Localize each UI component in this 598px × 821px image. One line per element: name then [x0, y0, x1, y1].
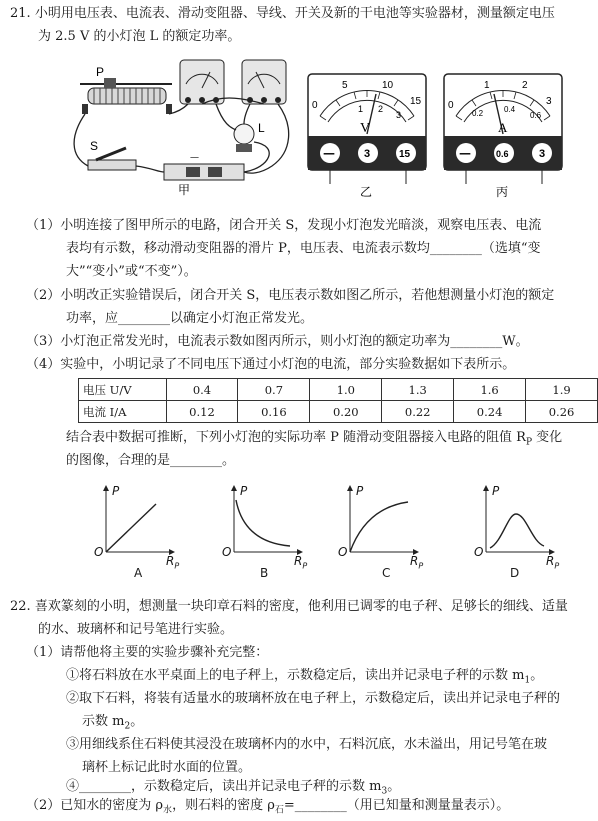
q21-p2-line1: （2）小明改正实验错误后，闭合开关 S，电压表示数如图乙所示，若他想测量小灯泡的额定 [26, 288, 555, 303]
label-a: A [498, 120, 508, 135]
label-v: V [360, 121, 371, 136]
q22-step4: ④________，示数稳定后，读出并记录电子秤的示数 $m_3$。 [66, 779, 401, 797]
svg-text:—: — [459, 146, 471, 160]
q22-step3-line1: ③用细线系住石料使其浸没在玻璃杯内的水中，石料沉底，水未溢出，用记号笔在玻 [66, 737, 548, 752]
voltmeter-box-icon [242, 60, 286, 104]
svg-text:3: 3 [546, 96, 552, 107]
q22-number: 22. [10, 599, 31, 614]
q21-p1-line3: 大”“变小”或“不变”）。 [66, 264, 197, 279]
svg-text:0.2: 0.2 [472, 109, 484, 118]
svg-text:2: 2 [522, 80, 528, 91]
data-table [78, 378, 598, 423]
svg-text:3: 3 [539, 148, 546, 160]
bulb-icon [234, 124, 254, 152]
label-yi: 乙 [360, 185, 373, 199]
q21-number: 21. [10, 6, 31, 21]
svg-text:1: 1 [358, 104, 364, 114]
svg-text:—: — [190, 153, 199, 163]
svg-text:—: — [323, 146, 335, 160]
q21-intro-line2: 为 2.5 V 的小灯泡 L 的额定功率。 [38, 29, 241, 44]
circuit-diagram [60, 56, 300, 196]
svg-text:0.4: 0.4 [504, 105, 516, 114]
q22-step2-line1: ②取下石料，将装有适量水的玻璃杯放在电子秤上，示数稳定后，读出并记录电子秤的 [66, 691, 561, 706]
q22-step3-line2: 璃杯上标记此时水面的位置。 [82, 760, 252, 775]
svg-text:10: 10 [382, 80, 394, 91]
q21-p1-line1: （1）小明连接了图甲所示的电路，闭合开关 S，发现小灯泡发光暗淡，观察电压表、电流 [26, 218, 542, 233]
rheostat-icon [80, 78, 172, 114]
table-row: 电流 I/A 0.12 0.16 0.20 0.22 0.24 0.26 [79, 401, 598, 423]
label-jia: 甲 [178, 183, 191, 196]
option-d: D [510, 566, 520, 580]
ammeter-box-icon [180, 60, 224, 104]
voltmeter-face [306, 72, 428, 202]
q22-step1: ①将石料放在水平桌面上的电子秤上，示数稳定后，读出并记录电子秤的示数 $m_1$。 [66, 668, 544, 686]
label-p: P [96, 65, 105, 79]
q21-p1-line2: 表均有示数，移动滑动变阻器的滑片 P，电压表、电流表示数均________（选填“变 [66, 241, 541, 256]
svg-text:0: 0 [448, 100, 454, 111]
q21-intro-line1: 21. 小明用电压表、电流表、滑动变阻器、导线、开关及新的干电池等实验器材，测量额定电压 [10, 6, 555, 21]
q21-p2-line2: 功率，应________以确定小灯泡正常发光。 [66, 311, 314, 326]
option-b: B [260, 566, 269, 580]
svg-text:0: 0 [312, 100, 318, 111]
q21-p4-line1: （4）实验中，小明记录了不同电压下通过小灯泡的电流，部分实验数据如下表所示。 [26, 357, 516, 372]
ammeter-face [442, 72, 564, 202]
svg-text:0.6: 0.6 [496, 149, 509, 159]
svg-text:15: 15 [410, 96, 422, 107]
svg-text:15: 15 [399, 149, 411, 160]
label-s: S [90, 139, 99, 153]
svg-text:3: 3 [396, 110, 402, 120]
q21-p4-line3: 的图像，合理的是________。 [66, 453, 236, 468]
battery-icon [164, 164, 244, 180]
svg-text:2: 2 [378, 104, 384, 114]
svg-text:3: 3 [364, 148, 371, 160]
table-row: 电压 U/V 0.4 0.7 1.0 1.3 1.6 1.9 [79, 379, 598, 401]
q22-intro-line1: 22. 喜欢篆刻的小明，想测量一块印章石料的密度，他利用已调零的电子秤、足够长的细线、适量 [10, 599, 568, 614]
option-a: A [134, 566, 143, 580]
q22-p1-line1: （1）请帮他将主要的实验步骤补充完整： [26, 645, 269, 660]
svg-text:5: 5 [342, 80, 348, 91]
q22-p2-line1: （2）已知水的密度为 $\rho_水$，则石料的密度 $\rho_石=\_\_\_\_\_\_\_\_$（用已知量和测量量表示）。 [26, 798, 510, 816]
q21-p4-line2: 结合表中数据可推断，下列小灯泡的实际功率 P 随滑动变阻器接入电路的阻值 $R_P$ 变化 [66, 430, 563, 448]
q22-step2-line2: 示数 $m_2$。 [82, 714, 144, 732]
label-bing: 丙 [496, 185, 509, 199]
svg-text:1: 1 [484, 80, 490, 91]
option-c: C [382, 566, 391, 580]
q22-intro-line2: 的水、玻璃杯和记号笔进行实验。 [38, 622, 234, 637]
q21-p3-line1: （3）小灯泡正常发光时，电流表示数如图丙所示，则小灯泡的额定功率为________W。 [26, 334, 529, 349]
label-l: L [258, 121, 265, 135]
svg-text:0.6: 0.6 [530, 111, 542, 120]
